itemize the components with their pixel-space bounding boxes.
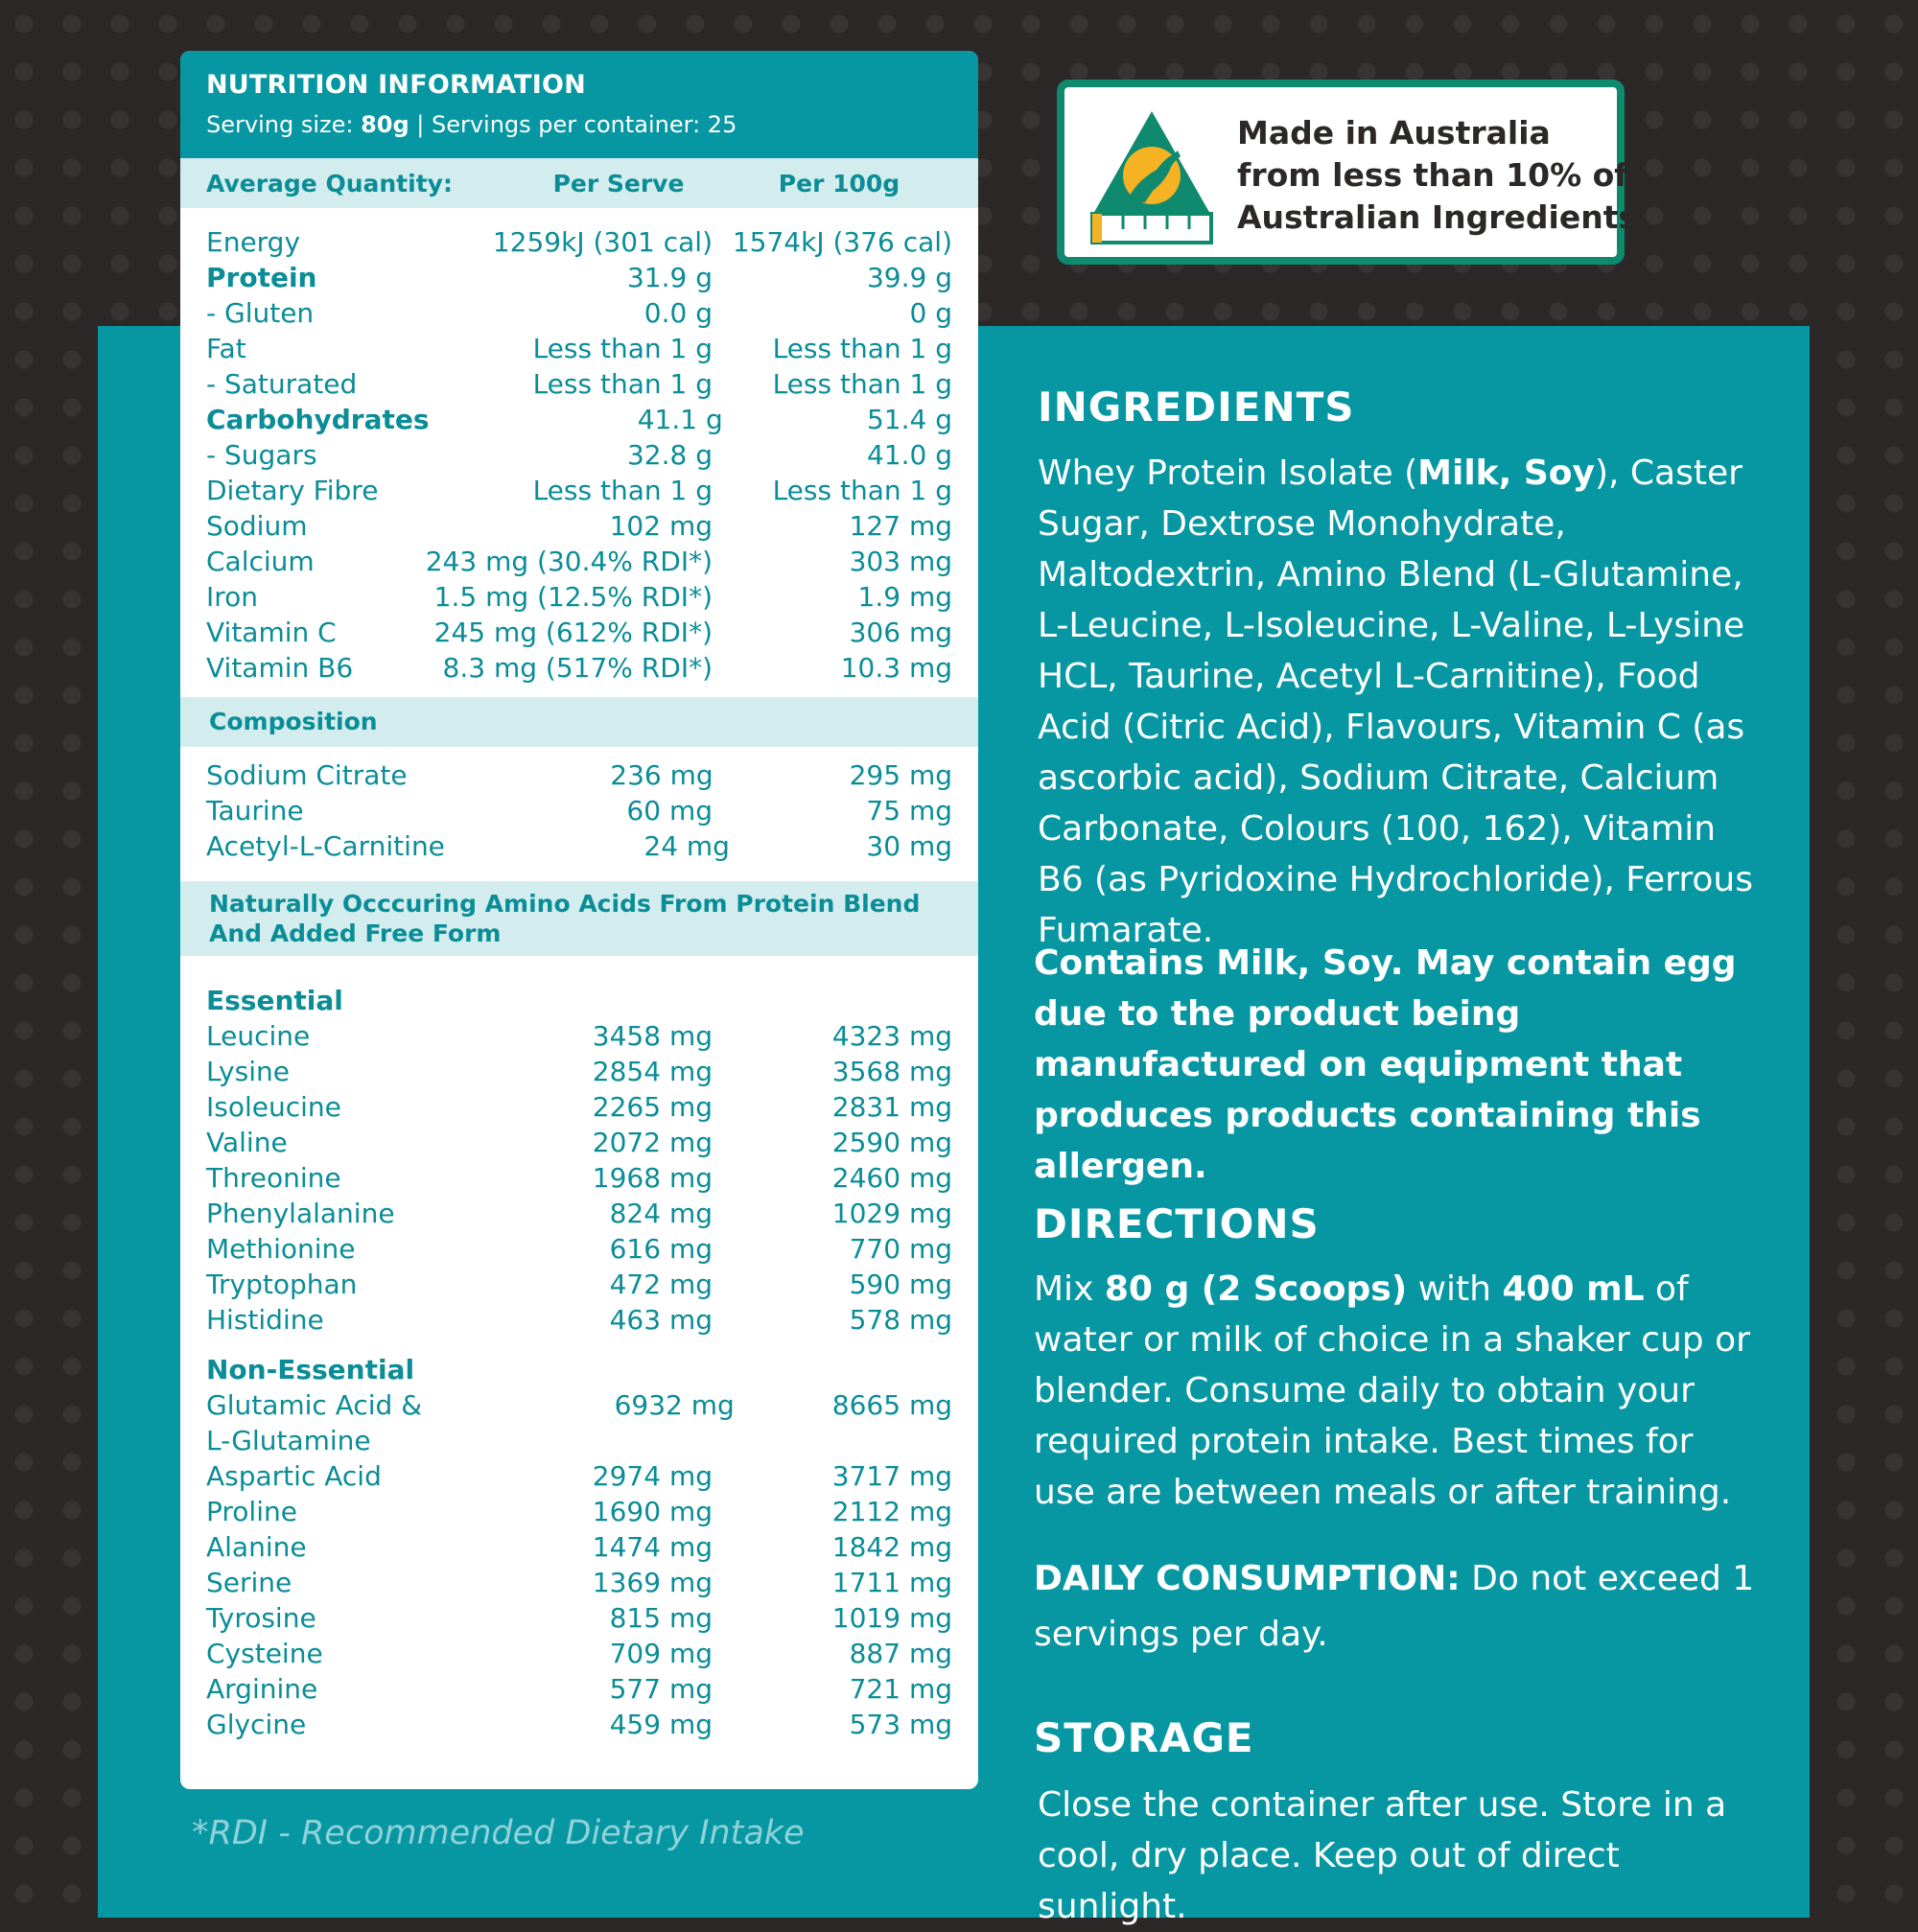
- non-essential-heading: Non-Essential: [206, 1354, 415, 1385]
- directions-t2: with: [1407, 1269, 1503, 1309]
- nutrient-name: Calcium: [206, 546, 315, 577]
- table-row: [180, 828, 978, 864]
- nutrient-name: Methionine: [206, 1233, 356, 1265]
- per-serve-value: 1259kJ (301 cal): [492, 226, 713, 258]
- nutrient-name: Proline: [206, 1496, 297, 1527]
- table-row: [180, 1089, 978, 1125]
- per-serve-value: Less than 1 g: [532, 333, 713, 364]
- per-100g-value: 8665 mg: [831, 1389, 952, 1421]
- per-serve-value: 8.3 mg (517% RDI*): [442, 652, 713, 684]
- table-row: [180, 437, 978, 473]
- per-serve-value: 815 mg: [609, 1602, 713, 1634]
- per-serve-value: 459 mg: [609, 1709, 713, 1740]
- kangaroo-triangle-icon: [1089, 106, 1214, 245]
- table-row: [180, 615, 978, 650]
- table-row: [180, 650, 978, 686]
- serving-size-value: 80g: [361, 111, 409, 138]
- ingredients-text-rest: ), Caster Sugar, Dextrose Monohydrate, Maltodextrin, Amino Blend (L-Glutamine, L-Leucine, L-Isoleucine, L-Valine, L-Lysine HCL, Taurine, Acetyl L-Carnitine), Food Acid (Citric Acid), Flavours, Vitamin C (as ascorbic acid), Sodium Citrate, Calcium Carbonate, Colours (100, 162), Vitamin B6 (as Pyridoxine Hydrochloride), Ferrous Fumarate.: [1038, 454, 1753, 950]
- per-100g-value: 2460 mg: [831, 1162, 952, 1194]
- daily-consumption-text: Do not exceed 1 servings per day.: [1034, 1559, 1755, 1654]
- per-100g-value: 0 g: [909, 297, 952, 329]
- per-serve-value: 1474 mg: [592, 1531, 713, 1563]
- per-100g-value: 127 mg: [849, 510, 952, 542]
- per-100g-value: 41.0 g: [866, 439, 952, 471]
- table-row: [180, 1196, 978, 1231]
- nutrient-name: Acetyl-L-Carnitine: [206, 830, 445, 862]
- per-100g-value: 1019 mg: [831, 1602, 952, 1634]
- nutrient-name: Cysteine: [206, 1638, 323, 1669]
- non-essential-table: [180, 1387, 978, 1742]
- per-100g-value: Less than 1 g: [772, 475, 952, 506]
- per-100g-value: 721 mg: [849, 1673, 952, 1705]
- table-row: [180, 1160, 978, 1196]
- table-row: [180, 1565, 978, 1600]
- nutrient-name: Serine: [206, 1567, 292, 1598]
- per-serve-value: 243 mg (30.4% RDI*): [425, 546, 713, 577]
- per-serve-value: 2854 mg: [592, 1056, 713, 1087]
- ingredients-list: [1038, 448, 1766, 956]
- table-row: [180, 1600, 978, 1636]
- daily-consumption: [1034, 1551, 1763, 1663]
- table-row: [180, 1125, 978, 1160]
- table-row: [180, 260, 978, 295]
- per-100g-value: 2112 mg: [831, 1496, 952, 1527]
- per-serve-value: 6932 mg: [614, 1389, 735, 1421]
- per-100g-value: 51.4 g: [866, 404, 952, 435]
- directions-scoops: 80 g (2 Scoops): [1104, 1269, 1408, 1309]
- per-100g-value: 1711 mg: [831, 1567, 952, 1598]
- per-serve-value: 60 mg: [626, 795, 713, 826]
- per-serve-value: 236 mg: [610, 759, 713, 791]
- badge-text: [1237, 112, 1637, 239]
- table-row: [180, 508, 978, 544]
- nutrient-name: Fat: [206, 333, 246, 364]
- nutrient-name: Sodium Citrate: [206, 759, 408, 791]
- per-100g-value: 303 mg: [849, 546, 952, 577]
- nutrient-name: - Sugars: [206, 439, 317, 471]
- table-row: [180, 1054, 978, 1089]
- directions-water-amount: 400 mL: [1502, 1269, 1645, 1309]
- table-row: [180, 473, 978, 508]
- per-serve-value: 31.9 g: [626, 262, 713, 293]
- per-serve-value: 472 mg: [609, 1269, 713, 1300]
- per-serve-value: 577 mg: [609, 1673, 713, 1705]
- nutrient-name: Threonine: [206, 1162, 341, 1194]
- amino-acids-band: [180, 881, 978, 956]
- nutrient-name: - Saturated: [206, 368, 358, 400]
- directions-t3: of water or milk of choice in a shaker cup or blender. Consume daily to obtain your required protein intake. Best times for use are between meals or after training.: [1034, 1269, 1750, 1512]
- per-serve-value: 616 mg: [609, 1233, 713, 1265]
- badge-line-2: from less than 10% of: [1237, 156, 1628, 194]
- table-row: [180, 1494, 978, 1529]
- storage-heading: STORAGE: [1034, 1714, 1254, 1761]
- per-100g-value: 573 mg: [849, 1709, 952, 1740]
- nutrient-name: Vitamin C: [206, 617, 337, 648]
- per-serve-value: 2265 mg: [592, 1091, 713, 1123]
- per-100g-value: 30 mg: [866, 830, 952, 862]
- nutrient-name: Tryptophan: [206, 1269, 358, 1300]
- table-row: [180, 295, 978, 331]
- per-serve-value: 1369 mg: [592, 1567, 713, 1598]
- nutrient-name: Carbohydrates: [206, 404, 430, 435]
- table-row: [180, 579, 978, 615]
- amino-title-line2: And Added Free Form: [209, 919, 502, 947]
- nutrient-name: Iron: [206, 581, 259, 613]
- per-100g-value: 770 mg: [849, 1233, 952, 1265]
- table-row: [180, 544, 978, 579]
- directions-heading: DIRECTIONS: [1034, 1200, 1320, 1247]
- table-row: [180, 1302, 978, 1338]
- per-serve-value: 1968 mg: [592, 1162, 713, 1194]
- per-100g-value: 295 mg: [849, 759, 952, 791]
- nutrient-name: Dietary Fibre: [206, 475, 379, 506]
- nutrient-name: Arginine: [206, 1673, 318, 1705]
- per-serve-value: Less than 1 g: [532, 368, 713, 400]
- serving-info: [206, 111, 978, 138]
- composition-table: [180, 747, 978, 864]
- table-row: [180, 1671, 978, 1707]
- nutrient-name: Isoleucine: [206, 1091, 341, 1123]
- directions-text: [1034, 1264, 1763, 1518]
- ingredients-allergens: Milk, Soy: [1417, 454, 1595, 493]
- per-100g-value: 3717 mg: [831, 1460, 952, 1492]
- per-serve-value: 1.5 mg (12.5% RDI*): [433, 581, 713, 613]
- per-100g-value: 75 mg: [866, 795, 952, 826]
- per-100g-value: 4323 mg: [831, 1020, 952, 1052]
- badge-line-1: Made in Australia: [1237, 114, 1551, 151]
- per-serve-value: 0.0 g: [643, 297, 713, 329]
- amino-title-line1: Naturally Occcuring Amino Acids From Protein Blend: [209, 890, 921, 918]
- nutrient-name: Lysine: [206, 1056, 290, 1087]
- per-serve-value: 245 mg (612% RDI*): [433, 617, 713, 648]
- allergen-statement: Contains Milk, Soy. May contain egg due to the product being manufactured on equipment that produces products containing this allergen.: [1034, 943, 1737, 1186]
- nutrition-panel: [180, 51, 978, 1789]
- per-100g-value: 1.9 mg: [857, 581, 952, 613]
- per-100g-value: Less than 1 g: [772, 368, 952, 400]
- table-row: [180, 757, 978, 793]
- per-serve-value: 2072 mg: [592, 1127, 713, 1158]
- nutrient-name: Protein: [206, 262, 317, 293]
- per-100g-value: 1029 mg: [831, 1198, 952, 1229]
- per-serve-value: 1690 mg: [592, 1496, 713, 1527]
- table-row: [180, 1018, 978, 1054]
- per-100g-value: 2831 mg: [831, 1091, 952, 1123]
- servings-per-container: | Servings per container: 25: [409, 111, 737, 138]
- nutrient-name: Phenylalanine: [206, 1198, 395, 1229]
- storage-text: Close the container after use. Store in a cool, dry place. Keep out of direct sunlight.: [1038, 1785, 1727, 1926]
- table-row: [180, 366, 978, 402]
- table-row: [180, 331, 978, 366]
- ingredients-heading: INGREDIENTS: [1038, 384, 1355, 431]
- table-row: [180, 1231, 978, 1267]
- per-serve-value: 709 mg: [609, 1638, 713, 1669]
- per-serve-value: 102 mg: [609, 510, 713, 542]
- table-row: [180, 1387, 978, 1458]
- nutrient-name: Taurine: [206, 795, 304, 826]
- nutrient-name: Energy: [206, 226, 301, 258]
- per-100g-value: 10.3 mg: [840, 652, 952, 684]
- per-100g-value: 2590 mg: [831, 1127, 952, 1158]
- col-average-quantity: Average Quantity:: [206, 169, 453, 198]
- nutrition-title: NUTRITION INFORMATION: [206, 70, 586, 100]
- nutrient-name: Histidine: [206, 1304, 324, 1336]
- per-100g-value: 3568 mg: [831, 1056, 952, 1087]
- nutrient-name: Tyrosine: [206, 1602, 316, 1634]
- table-row: [180, 224, 978, 260]
- table-row: [180, 793, 978, 828]
- per-100g-value: 1574kJ (376 cal): [732, 226, 952, 258]
- per-serve-value: 2974 mg: [592, 1460, 713, 1492]
- daily-consumption-label: DAILY CONSUMPTION:: [1034, 1559, 1461, 1598]
- nutrient-name: Valine: [206, 1127, 288, 1158]
- essential-heading: Essential: [206, 985, 343, 1016]
- essential-table: [180, 1018, 978, 1338]
- per-100g-value: 578 mg: [849, 1304, 952, 1336]
- per-100g-value: 39.9 g: [866, 262, 952, 293]
- nutrient-name: Leucine: [206, 1020, 311, 1052]
- nutrient-name: Vitamin B6: [206, 652, 354, 684]
- directions-t1: Mix: [1034, 1269, 1105, 1309]
- per-100g-value: Less than 1 g: [772, 333, 952, 364]
- ingredients-text-start: Whey Protein Isolate (: [1038, 454, 1418, 493]
- per-serve-value: Less than 1 g: [532, 475, 713, 506]
- nutrient-name: - Gluten: [206, 297, 315, 329]
- nutrient-name: Sodium: [206, 510, 308, 542]
- nutrient-table: [180, 208, 978, 686]
- nutrient-name: Glycine: [206, 1709, 307, 1740]
- table-row: [180, 1636, 978, 1671]
- per-serve-value: 41.1 g: [637, 404, 723, 435]
- nutrition-header: [180, 51, 978, 158]
- per-100g-value: 1842 mg: [831, 1531, 952, 1563]
- composition-band: Composition: [180, 697, 978, 747]
- table-row: [180, 1267, 978, 1302]
- table-row: [180, 1458, 978, 1494]
- col-per-serve: Per Serve: [552, 169, 685, 198]
- column-header-row: [180, 158, 978, 208]
- per-serve-value: 3458 mg: [592, 1020, 713, 1052]
- table-row: [180, 1707, 978, 1742]
- rdi-footnote: *RDI - Recommended Dietary Intake: [192, 1814, 805, 1852]
- nutrient-name: Alanine: [206, 1531, 307, 1563]
- nutrient-name: Glutamic Acid & L-Glutamine: [206, 1389, 423, 1456]
- per-100g-value: 887 mg: [849, 1638, 952, 1669]
- table-row: [180, 1529, 978, 1565]
- per-serve-value: 463 mg: [609, 1304, 713, 1336]
- per-serve-value: 824 mg: [609, 1198, 713, 1229]
- made-in-australia-badge: [1057, 80, 1638, 265]
- per-100g-value: 590 mg: [849, 1269, 952, 1300]
- table-row: [180, 402, 978, 437]
- serving-size-label: Serving size:: [206, 111, 362, 138]
- per-100g-value: 306 mg: [849, 617, 952, 648]
- per-serve-value: 32.8 g: [626, 439, 713, 471]
- col-per-100g: Per 100g: [778, 169, 901, 198]
- per-serve-value: 24 mg: [643, 830, 730, 862]
- nutrient-name: Aspartic Acid: [206, 1460, 382, 1492]
- badge-line-3: Australian Ingredients: [1237, 198, 1638, 236]
